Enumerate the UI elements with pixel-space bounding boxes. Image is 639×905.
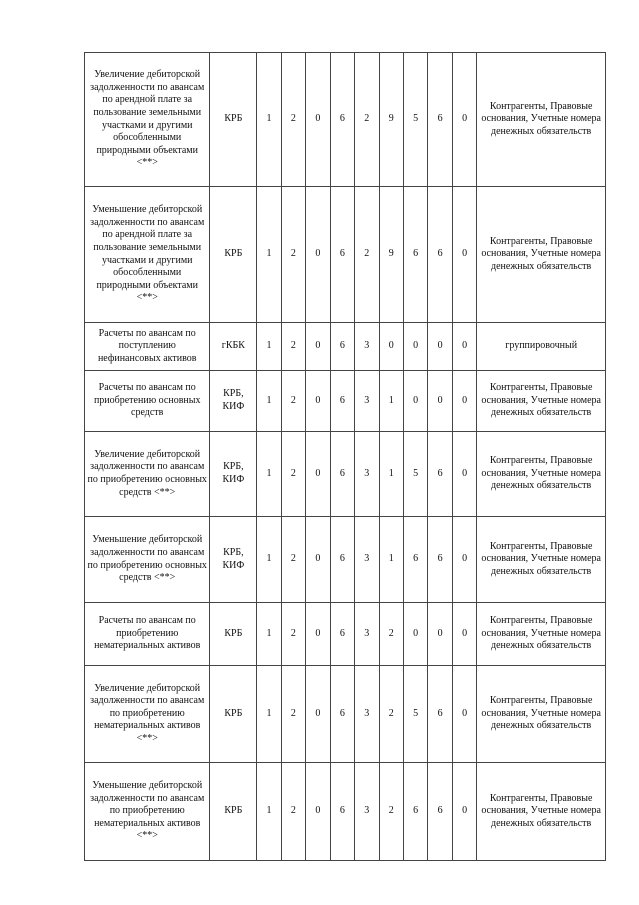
account-digit-cell: 0 xyxy=(428,603,452,666)
account-digit-cell: 5 xyxy=(403,666,427,763)
account-kind-cell: гКБК xyxy=(210,323,257,371)
account-digit-cell: 6 xyxy=(428,666,452,763)
account-digit-cell: 6 xyxy=(330,763,354,861)
account-name-cell: Увеличение дебиторской задолженности по авансам по приобретению нематериальных активов <**> xyxy=(85,666,210,763)
account-kind-cell: КРБ, КИФ xyxy=(210,371,257,432)
account-digit-cell: 1 xyxy=(257,763,281,861)
account-digit-cell: 0 xyxy=(306,371,330,432)
table-row xyxy=(85,763,606,861)
account-digit-cell: 1 xyxy=(257,666,281,763)
account-digit-cell: 0 xyxy=(452,53,476,187)
account-digit-cell: 2 xyxy=(355,187,379,323)
account-digit-cell: 0 xyxy=(452,432,476,517)
account-digit-cell: 0 xyxy=(452,187,476,323)
account-kind-cell: КРБ xyxy=(210,666,257,763)
table-row xyxy=(85,187,606,323)
account-digit-cell: 2 xyxy=(281,666,305,763)
account-digit-cell: 6 xyxy=(403,187,427,323)
account-digit-cell: 6 xyxy=(428,187,452,323)
account-digit-cell: 3 xyxy=(355,517,379,603)
account-digit-cell: 2 xyxy=(379,763,403,861)
account-digit-cell: 6 xyxy=(330,187,354,323)
analytic-accounting-cell: Контрагенты, Правовые основания, Учетные номера денежных обязательств xyxy=(477,763,606,861)
analytic-accounting-cell: Контрагенты, Правовые основания, Учетные номера денежных обязательств xyxy=(477,603,606,666)
account-digit-cell: 6 xyxy=(330,666,354,763)
account-digit-cell: 0 xyxy=(306,432,330,517)
table-row xyxy=(85,666,606,763)
account-digit-cell: 0 xyxy=(379,323,403,371)
account-digit-cell: 1 xyxy=(379,432,403,517)
accounts-table xyxy=(84,52,606,861)
account-name-cell: Расчеты по авансам по приобретению основных средств xyxy=(85,371,210,432)
account-digit-cell: 2 xyxy=(379,666,403,763)
account-digit-cell: 6 xyxy=(403,763,427,861)
account-digit-cell: 6 xyxy=(330,53,354,187)
account-digit-cell: 0 xyxy=(428,371,452,432)
account-digit-cell: 2 xyxy=(281,603,305,666)
account-digit-cell: 2 xyxy=(281,371,305,432)
account-digit-cell: 6 xyxy=(330,432,354,517)
account-digit-cell: 1 xyxy=(379,371,403,432)
account-digit-cell: 0 xyxy=(452,371,476,432)
account-digit-cell: 1 xyxy=(257,603,281,666)
account-digit-cell: 3 xyxy=(355,603,379,666)
account-digit-cell: 1 xyxy=(257,53,281,187)
account-name-cell: Расчеты по авансам по поступлению нефинансовых активов xyxy=(85,323,210,371)
account-digit-cell: 3 xyxy=(355,371,379,432)
account-digit-cell: 0 xyxy=(428,323,452,371)
account-digit-cell: 3 xyxy=(355,323,379,371)
account-name-cell: Увеличение дебиторской задолженности по авансам по арендной плате за пользование земельными участками и другими обособленными природными объектами <**> xyxy=(85,53,210,187)
account-digit-cell: 0 xyxy=(306,53,330,187)
table-row xyxy=(85,517,606,603)
account-digit-cell: 6 xyxy=(428,763,452,861)
account-digit-cell: 2 xyxy=(379,603,403,666)
account-digit-cell: 5 xyxy=(403,53,427,187)
account-digit-cell: 0 xyxy=(403,371,427,432)
account-digit-cell: 2 xyxy=(355,53,379,187)
account-digit-cell: 1 xyxy=(379,517,403,603)
account-digit-cell: 2 xyxy=(281,323,305,371)
account-kind-cell: КРБ xyxy=(210,187,257,323)
account-name-cell: Уменьшение дебиторской задолженности по авансам по арендной плате за пользование земельными участками и другими обособленными природными объектами <**> xyxy=(85,187,210,323)
account-digit-cell: 2 xyxy=(281,763,305,861)
analytic-accounting-cell: Контрагенты, Правовые основания, Учетные номера денежных обязательств xyxy=(477,187,606,323)
account-digit-cell: 6 xyxy=(330,323,354,371)
account-digit-cell: 0 xyxy=(452,666,476,763)
account-kind-cell: КРБ, КИФ xyxy=(210,517,257,603)
analytic-accounting-cell: группировочный xyxy=(477,323,606,371)
table-row xyxy=(85,432,606,517)
table-row xyxy=(85,371,606,432)
account-digit-cell: 1 xyxy=(257,517,281,603)
account-digit-cell: 1 xyxy=(257,323,281,371)
account-digit-cell: 6 xyxy=(403,517,427,603)
account-digit-cell: 0 xyxy=(306,603,330,666)
account-digit-cell: 0 xyxy=(403,603,427,666)
analytic-accounting-cell: Контрагенты, Правовые основания, Учетные номера денежных обязательств xyxy=(477,666,606,763)
account-name-cell: Уменьшение дебиторской задолженности по авансам по приобретению основных средств <**> xyxy=(85,517,210,603)
account-digit-cell: 3 xyxy=(355,432,379,517)
account-kind-cell: КРБ xyxy=(210,603,257,666)
account-digit-cell: 6 xyxy=(330,603,354,666)
account-name-cell: Уменьшение дебиторской задолженности по авансам по приобретению нематериальных активов <**> xyxy=(85,763,210,861)
account-digit-cell: 0 xyxy=(452,603,476,666)
account-digit-cell: 5 xyxy=(403,432,427,517)
account-digit-cell: 0 xyxy=(306,323,330,371)
account-digit-cell: 3 xyxy=(355,763,379,861)
account-digit-cell: 6 xyxy=(428,517,452,603)
account-digit-cell: 6 xyxy=(428,53,452,187)
account-name-cell: Расчеты по авансам по приобретению нематериальных активов xyxy=(85,603,210,666)
analytic-accounting-cell: Контрагенты, Правовые основания, Учетные номера денежных обязательств xyxy=(477,371,606,432)
table-row xyxy=(85,53,606,187)
account-digit-cell: 6 xyxy=(330,371,354,432)
account-digit-cell: 0 xyxy=(306,666,330,763)
account-digit-cell: 2 xyxy=(281,53,305,187)
account-digit-cell: 9 xyxy=(379,53,403,187)
account-kind-cell: КРБ, КИФ xyxy=(210,432,257,517)
account-name-cell: Увеличение дебиторской задолженности по авансам по приобретению основных средств <**> xyxy=(85,432,210,517)
account-digit-cell: 0 xyxy=(306,187,330,323)
account-digit-cell: 1 xyxy=(257,432,281,517)
account-kind-cell: КРБ xyxy=(210,763,257,861)
analytic-accounting-cell: Контрагенты, Правовые основания, Учетные номера денежных обязательств xyxy=(477,53,606,187)
account-digit-cell: 0 xyxy=(452,323,476,371)
account-digit-cell: 0 xyxy=(306,517,330,603)
account-kind-cell: КРБ xyxy=(210,53,257,187)
table-row xyxy=(85,323,606,371)
analytic-accounting-cell: Контрагенты, Правовые основания, Учетные номера денежных обязательств xyxy=(477,432,606,517)
account-digit-cell: 0 xyxy=(306,763,330,861)
account-digit-cell: 0 xyxy=(452,763,476,861)
account-digit-cell: 2 xyxy=(281,187,305,323)
table-row xyxy=(85,603,606,666)
account-digit-cell: 3 xyxy=(355,666,379,763)
account-digit-cell: 2 xyxy=(281,517,305,603)
account-digit-cell: 9 xyxy=(379,187,403,323)
account-digit-cell: 1 xyxy=(257,187,281,323)
account-digit-cell: 6 xyxy=(428,432,452,517)
account-digit-cell: 0 xyxy=(403,323,427,371)
account-digit-cell: 0 xyxy=(452,517,476,603)
account-digit-cell: 2 xyxy=(281,432,305,517)
account-digit-cell: 6 xyxy=(330,517,354,603)
analytic-accounting-cell: Контрагенты, Правовые основания, Учетные номера денежных обязательств xyxy=(477,517,606,603)
account-digit-cell: 1 xyxy=(257,371,281,432)
